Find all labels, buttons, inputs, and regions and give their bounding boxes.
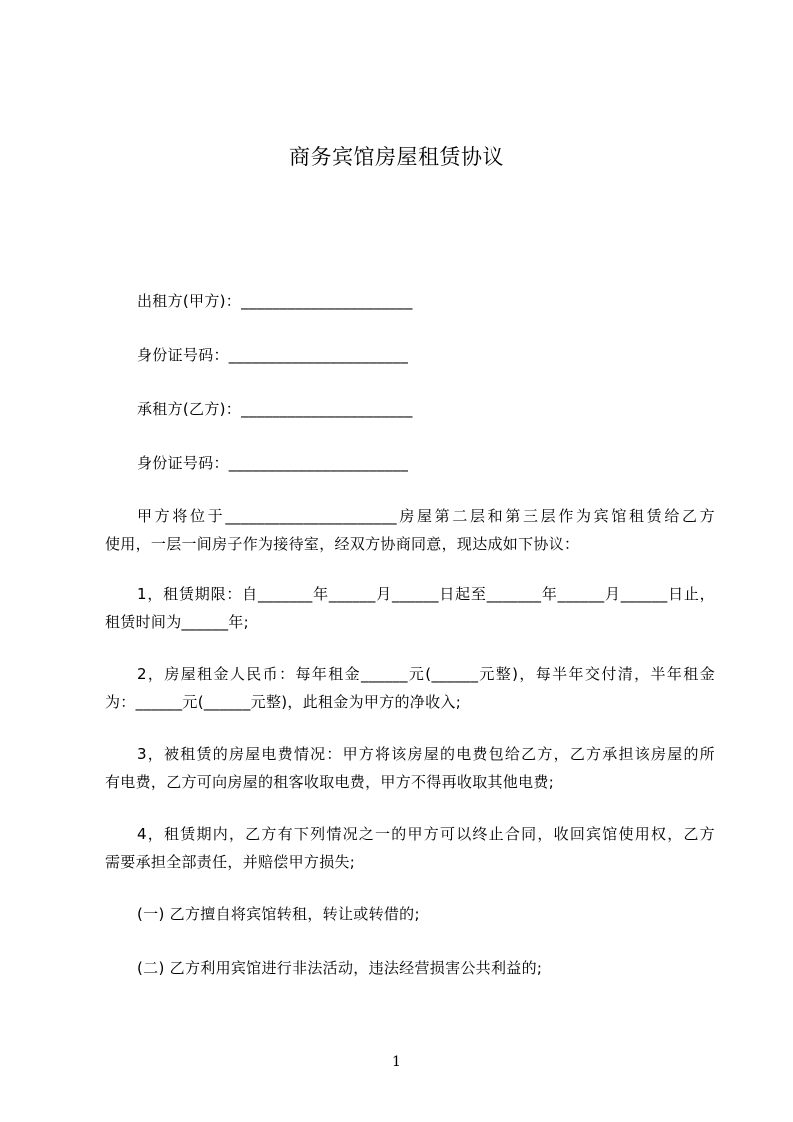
page-number: 1 [392,1054,401,1070]
list-item-2: (二) 乙方利用宾馆进行非法活动，违法经营损害公共利益的; [137,959,543,977]
lessor-field: 出租方(甲方)：______________________ [137,292,413,310]
clause-2-line-2: 为：______元(______元整)，此租金为甲方的净收入; [105,693,462,711]
lessee-id-field: 身份证号码：_______________________ [137,454,409,472]
intro-line-1: 甲方将位于______________________房屋第二层和第三层作为宾馆租赁给乙方 [137,507,715,525]
document-title: 商务宾馆房屋租赁协议 [289,145,504,169]
clause-1-line-1: 1，租赁期限：自_______年______月______日起至_______年______月______日止， [137,585,715,603]
list-item-1: (一) 乙方擅自将宾馆转租，转让或转借的; [137,905,420,923]
clause-1-line-2: 租赁时间为______年; [105,613,249,631]
clause-4-line-1: 4，租赁期内，乙方有下列情况之一的甲方可以终止合同，收回宾馆使用权，乙方 [137,825,715,843]
intro-line-2: 使用，一层一间房子作为接待室，经双方协商同意，现达成如下协议： [105,535,580,553]
lessor-id-field: 身份证号码：_______________________ [137,346,409,364]
clause-4-line-2: 需要承担全部责任，并赔偿甲方损失; [105,853,356,871]
lessee-field: 承租方(乙方)：______________________ [137,400,413,418]
clause-3-line-1: 3，被租赁的房屋电费情况：甲方将该房屋的电费包给乙方，乙方承担该房屋的所 [137,745,715,763]
clause-2-line-1: 2，房屋租金人民币：每年租金______元(______元整)，每半年交付清，半年租金 [137,665,715,683]
clause-3-line-2: 有电费，乙方可向房屋的租客收取电费，甲方不得再收取其他电费; [105,773,555,791]
